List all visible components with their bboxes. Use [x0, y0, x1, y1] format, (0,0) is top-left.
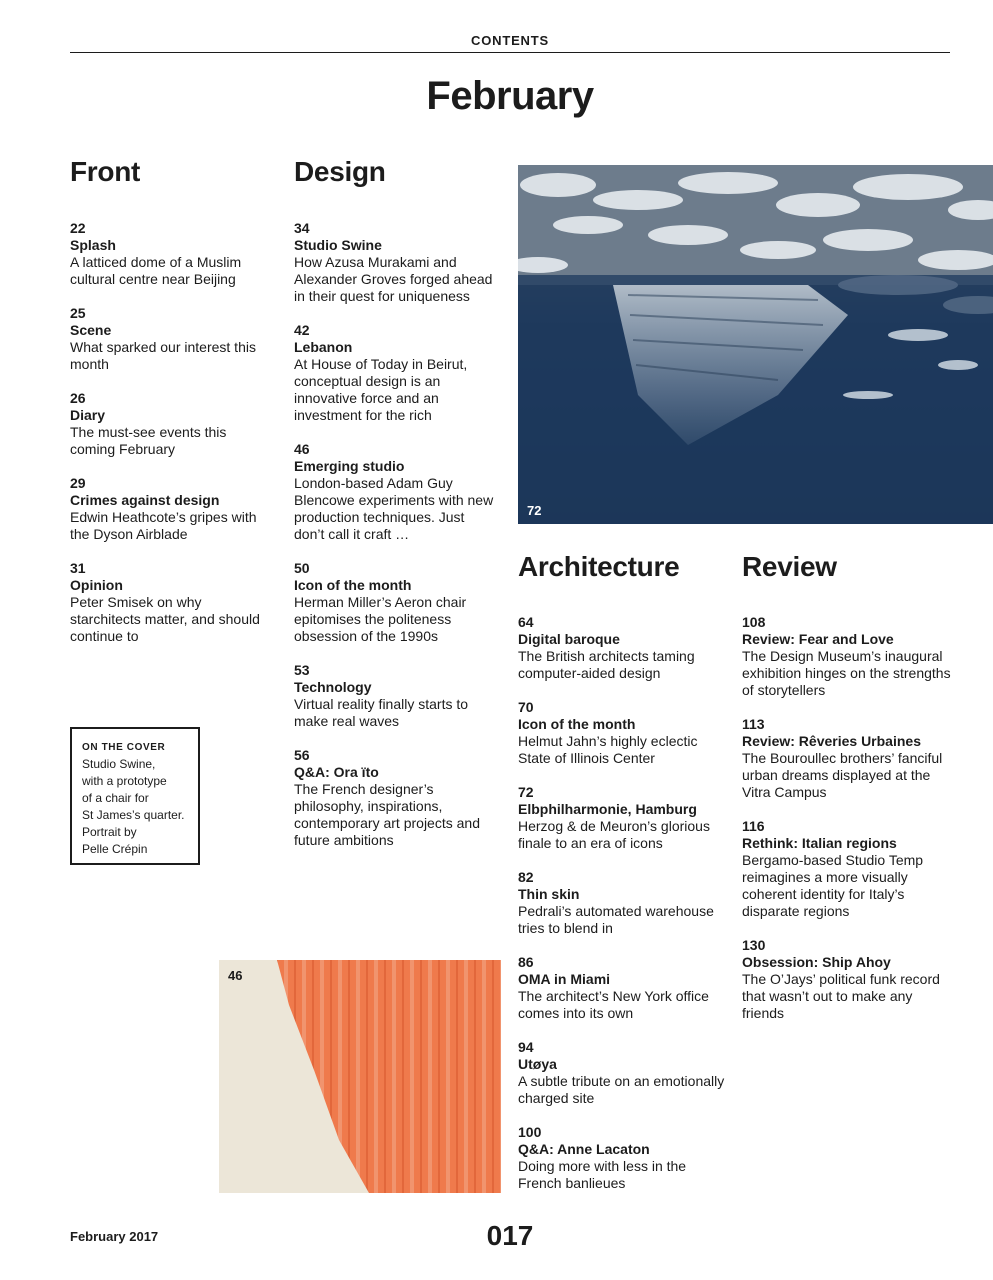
ice-reflection-photo: [518, 165, 993, 524]
entry-title: OMA in Miami: [518, 971, 611, 987]
entry-page-number: 26: [70, 390, 86, 406]
section-heading-architecture: Architecture: [518, 551, 680, 582]
contents-entry: [294, 322, 494, 424]
orange-textile-photo: [219, 960, 501, 1193]
entry-title: Crimes against design: [70, 492, 220, 508]
entry-page-number: 31: [70, 560, 86, 576]
entry-title: Lebanon: [294, 339, 353, 355]
entry-title: Review: Fear and Love: [742, 631, 894, 647]
entry-page-number: 82: [518, 869, 534, 885]
section-heading-review: Review: [742, 551, 837, 582]
entry-title: Rethink: Italian regions: [742, 835, 897, 851]
contents-entry: [518, 1039, 733, 1107]
entry-page-number: 86: [518, 954, 534, 970]
contents-entry: [518, 1124, 733, 1192]
entry-description: Peter Smisek on why starchitects matter, and should continue to: [70, 594, 260, 644]
contents-entry: [70, 305, 270, 373]
entry-page-number: 34: [294, 220, 310, 236]
entry-description: Pedrali’s automated warehouse tries to blend in: [518, 903, 714, 936]
entry-description: London-based Adam Guy Blencowe experiments with new production techniques. Just don’t call it craft …: [294, 475, 494, 542]
entry-title: Opinion: [70, 577, 123, 593]
cover-line: St James’s quarter.: [82, 808, 185, 822]
review-entries: [742, 614, 957, 1039]
cover-line: of a chair for: [82, 791, 149, 805]
entry-title: Review: Rêveries Urbaines: [742, 733, 921, 749]
entry-description: Bergamo-based Studio Temp reimagines a more visually coherent identity for Italy’s disparate regions: [742, 852, 924, 919]
contents-label: CONTENTS: [471, 33, 549, 48]
entry-title: Q&A: Ora ïto: [294, 764, 379, 780]
entry-title: Studio Swine: [294, 237, 382, 253]
contents-entry: [742, 716, 957, 801]
entry-page-number: 116: [742, 818, 765, 834]
entry-page-number: 64: [518, 614, 534, 630]
entry-title: Splash: [70, 237, 116, 253]
entry-page-number: 70: [518, 699, 534, 715]
page-title: February: [426, 74, 594, 118]
cover-line: Portrait by: [82, 825, 137, 839]
on-the-cover-box: [70, 727, 200, 865]
section-heading-front: Front: [70, 156, 141, 187]
entry-page-number: 53: [294, 662, 310, 678]
entry-description: The British architects taming computer-aided design: [518, 648, 695, 681]
entry-page-number: 72: [518, 784, 534, 800]
entry-title: Elbphilharmonie, Hamburg: [518, 801, 697, 817]
section-heading-design: Design: [294, 156, 386, 187]
entry-title: Digital baroque: [518, 631, 620, 647]
entry-page-number: 29: [70, 475, 86, 491]
entry-description: Doing more with less in the French banlieues: [518, 1158, 687, 1191]
contents-entry: [294, 662, 494, 730]
contents-entry: [70, 560, 270, 645]
entry-description: The Bouroullec brothers’ fanciful urban dreams displayed at the Vitra Campus: [742, 750, 943, 800]
page-number: 017: [486, 1220, 534, 1251]
contents-entry: [294, 560, 494, 645]
cover-line: Studio Swine,: [82, 757, 156, 771]
contents-entry: [742, 818, 957, 920]
entry-page-number: 100: [518, 1124, 542, 1140]
entry-description: The must-see events this coming February: [70, 424, 227, 457]
entry-title: Icon of the month: [294, 577, 412, 593]
entry-page-number: 113: [742, 716, 765, 732]
entry-title: Thin skin: [518, 886, 580, 902]
entry-description: The architect’s New York office comes into its own: [518, 988, 709, 1021]
entry-page-number: 25: [70, 305, 86, 321]
entry-description: What sparked our interest this month: [70, 339, 256, 372]
entry-title: Q&A: Anne Lacaton: [518, 1141, 650, 1157]
entry-description: The O’Jays’ political funk record that wasn’t out to make any friends: [742, 971, 940, 1021]
entry-title: Obsession: Ship Ahoy: [742, 954, 891, 970]
entry-description: Herman Miller’s Aeron chair epitomises the politeness obsession of the 1990s: [294, 594, 467, 644]
photo-page-number: 46: [228, 968, 243, 983]
contents-entry: [518, 869, 733, 937]
entry-page-number: 94: [518, 1039, 534, 1055]
entry-description: A subtle tribute on an emotionally charged site: [518, 1073, 725, 1106]
contents-entry: [518, 784, 733, 852]
contents-entry: [70, 475, 270, 543]
contents-entry: [70, 220, 270, 288]
cover-label: ON THE COVER: [82, 742, 166, 753]
entry-page-number: 22: [70, 220, 86, 236]
contents-entry: [518, 614, 733, 682]
entry-page-number: 42: [294, 322, 310, 338]
entry-title: Utøya: [518, 1056, 557, 1072]
entry-page-number: 50: [294, 560, 310, 576]
contents-entry: [70, 390, 270, 458]
contents-entry: [294, 220, 494, 305]
front-entries: [70, 220, 270, 662]
entry-page-number: 108: [742, 614, 766, 630]
entry-title: Diary: [70, 407, 106, 423]
entry-page-number: 130: [742, 937, 766, 953]
contents-entry: [518, 699, 733, 767]
entry-description: Virtual reality finally starts to make real waves: [294, 696, 469, 729]
contents-entry: [294, 441, 494, 543]
entry-page-number: 46: [294, 441, 310, 457]
contents-entry: [294, 747, 494, 849]
contents-entry: [742, 937, 957, 1022]
entry-description: Helmut Jahn’s highly eclectic State of Illinois Center: [518, 733, 698, 766]
entry-description: How Azusa Murakami and Alexander Groves forged ahead in their quest for uniqueness: [294, 254, 493, 304]
entry-page-number: 56: [294, 747, 310, 763]
entry-description: Herzog & de Meuron’s glorious finale to an era of icons: [518, 818, 710, 851]
photo-page-number: 72: [527, 503, 542, 518]
cover-line: with a prototype: [82, 774, 167, 788]
entry-title: Technology: [294, 679, 372, 695]
entry-description: At House of Today in Beirut, conceptual design is an innovative force and an investment for the rich: [294, 356, 468, 423]
contents-entry: [742, 614, 957, 699]
cover-line: Pelle Crépin: [82, 842, 148, 856]
entry-description: A latticed dome of a Muslim cultural centre near Beijing: [70, 254, 242, 287]
entry-description: The Design Museum’s inaugural exhibition hinges on the strengths of storytellers: [742, 648, 951, 698]
header-rule: [70, 52, 950, 53]
entry-title: Icon of the month: [518, 716, 636, 732]
architecture-entries: [518, 614, 733, 1209]
contents-entry: [518, 954, 733, 1022]
entry-title: Emerging studio: [294, 458, 405, 474]
entry-description: The French designer’s philosophy, inspirations, contemporary art projects and future ambitions: [294, 781, 480, 848]
design-entries: [294, 220, 494, 866]
entry-title: Scene: [70, 322, 112, 338]
footer-date: February 2017: [70, 1229, 159, 1244]
entry-description: Edwin Heathcote’s gripes with the Dyson Airblade: [70, 509, 257, 542]
